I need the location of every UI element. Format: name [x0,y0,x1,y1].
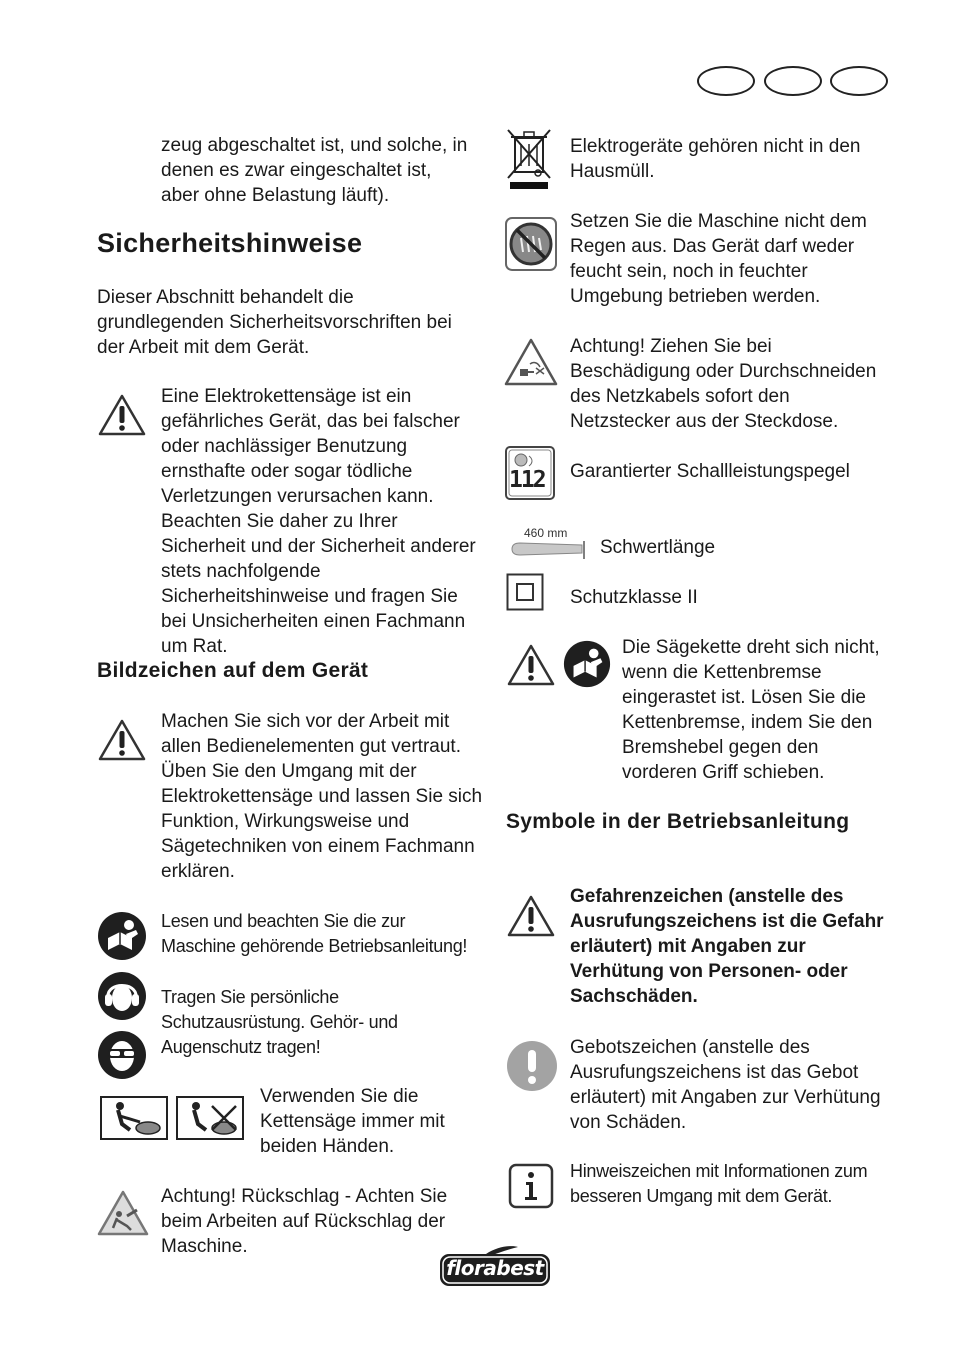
language-oval-2 [764,66,822,96]
ear-protection-icon [96,970,148,1022]
language-oval-3 [830,66,888,96]
bar-length-text: Schwertlänge [600,537,716,558]
read-manual-icon [96,910,148,962]
language-oval-1 [697,66,755,96]
kickback-icon [97,1190,149,1236]
brand-name: florabest [446,1256,544,1280]
no-rain-icon [504,216,558,272]
mandatory-sign-icon [506,1040,558,1092]
two-hands-text: Verwenden Sie die Kettensäge immer mit beiden Händen. [260,1086,445,1157]
info-icon [508,1163,554,1209]
warning-triangle-icon [506,643,556,687]
read-manual-text: Lesen und beachten Sie die zur Maschine gehörende Betriebsanleitung! [161,911,468,956]
waste-text: Elektrogeräte gehören nicht in den Hausmüll. [570,136,861,182]
heading-symbols-manual: Symbole in der Betriebsanleitung [506,810,850,833]
chain-brake-text: Die Sägekette dreht sich nicht, wenn die Kettenbremse eingerastet ist. Lösen Sie die Kettenbremse, indem Sie den Bremshebel gegen den vorderen Griff schieben. [622,637,880,783]
warning-chainsaw-text: Eine Elektrokettensäge ist ein gefährliches Gerät, das bei falscher oder nachlässiger Benutzung ernsthafte oder sogar tödliche Verletzungen verursachen kann. Beachten Sie daher zu Ihrer Sicherheit und der Sicherheit anderer stets nachfolgende Sicherheitshinweise und fragen Sie bei Unsicherheiten einen Fachmann um Rat. [161,386,476,657]
info-sign-text: Hinweiszeichen mit Informationen zum besseren Umgang mit dem Gerät. [570,1161,868,1206]
mandatory-sign-text: Gebotszeichen (anstelle des Ausrufungszeichens ist das Gebot erläutert) mit Angaben zur Verhütung von Schäden. [570,1037,881,1133]
danger-sign-text: Gefahrenzeichen (anstelle des Ausrufungszeichens ist die Gefahr erläutert) mit Angaben zur Verhütung von Personen- oder Sachschäden. [570,886,884,1007]
crossed-bin-icon [506,128,552,190]
sound-level-value: 112 [509,467,545,493]
kickback-text: Achtung! Rückschlag - Achten Sie beim Arbeiten auf Rückschlag der Maschine. [161,1186,448,1257]
rain-text: Setzen Sie die Maschine nicht dem Regen aus. Das Gerät darf weder feucht sein, noch in feuchter Umgebung betrieben werden. [570,211,867,307]
cable-unplug-icon [504,337,558,387]
one-hand-prohibited-icon [176,1096,244,1140]
two-hands-icon [100,1096,168,1140]
safety-intro: Dieser Abschnitt behandelt die grundlegenden Sicherheitsvorschriften bei der Arbeit mit dem Gerät. [97,287,452,358]
read-manual-icon [562,639,612,689]
warning-triangle-icon [97,718,147,762]
cable-text: Achtung! Ziehen Sie bei Beschädigung oder Durchschneiden des Netzkabels sofort den Netzstecker aus der Steckdose. [570,336,877,432]
protective-gear-text: Tragen Sie persönliche Schutzausrüstung. Gehör- und Augenschutz tragen! [161,987,398,1057]
eye-protection-icon [96,1029,148,1081]
bar-length-value: 460 mm [524,526,568,540]
protection-class-text: Schutzklasse II [570,587,698,608]
warning-triangle-icon [97,393,147,437]
bar-length-icon [506,539,588,561]
familiarize-text: Machen Sie sich vor der Arbeit mit allen Bedienelementen gut vertraut. Üben Sie den Umgang mit der Elektrokettensäge und lassen Sie sich Funktion, Wirkungsweise und Sägetechniken von einem Fachmann erklären. [161,711,483,882]
language-ovals [697,66,889,98]
intro-text: zeug abgeschaltet ist, und solche, in denen es zwar eingeschaltet ist, aber ohne Belastung läuft). [161,135,468,206]
protection-class-icon [506,573,544,611]
heading-safety: Sicherheitshinweise [97,228,363,258]
heading-symbols-device: Bildzeichen auf dem Gerät [97,659,369,682]
sound-text: Garantierter Schallleistungspegel [570,461,850,482]
warning-triangle-icon [506,894,556,938]
